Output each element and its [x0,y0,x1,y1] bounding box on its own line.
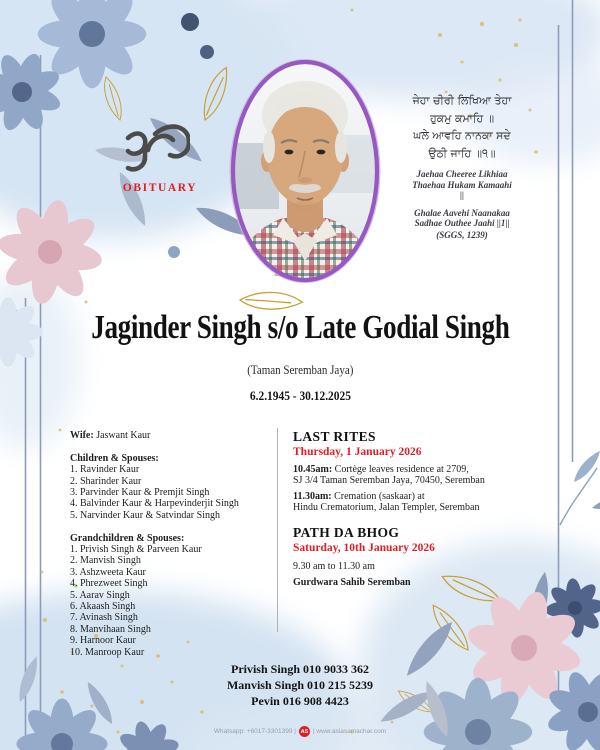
portrait-photo [227,55,383,287]
scripture-source: (SGGS, 1239) [436,229,488,240]
contact-line: Manvish Singh 010 215 5239 [226,678,374,692]
grandchildren-heading: Grandchildren & Spouses: [70,532,185,544]
list-item: 5. Aarav Singh [70,589,130,601]
family-column [70,430,272,658]
event-text: Hindu Crematorium, Jalan Templer, Seremban [293,502,480,514]
contact-line: Pevin 016 908 4423 [251,694,349,708]
event-text: Cremation (saskaar) at [334,491,425,503]
list-item: 4. Phrezweet Singh [70,578,148,590]
list-item: 3. Parvinder Kaur & Premjit Singh [70,487,210,499]
footer-whatsapp: Whatsapp: +6017-3301399 | [213,728,296,735]
asia-samachar-logo: AS [299,726,310,737]
contact-line: Privish Singh 010 9033 362 [230,662,370,676]
life-dates: 6.2.1945 - 30.12.2025 [249,388,351,403]
last-rites-date: Thursday, 1 January 2026 [293,446,422,459]
deceased-name: Jaginder Singh s/o Late Godial Singh [90,309,510,346]
rites-column [293,431,545,588]
gurmukhi-line: ਘਲੇ ਆਵਹਿ ਨਾਨਕਾ ਸਦੇ [413,129,511,142]
grandchildren-list [70,544,272,658]
list-item: 2. Sharinder Kaur [70,475,142,487]
scripture-block [388,92,536,240]
list-item: 8. Manvihaan Singh [70,623,151,635]
last-rites-heading: LAST RITES [293,429,376,444]
cortege-event [293,464,545,487]
scripture-transliteration-2: Ghalae Aavehi Naanakaa Sadhae Outhee Jaahi ||1|| [414,207,510,228]
list-item: 1. Ravinder Kaur [70,464,140,476]
footer-website: | www.asiasamachar.com [312,728,387,735]
deceased-residence: (Taman Seremban Jaya) [246,363,354,377]
publisher-footer [0,726,600,737]
event-text: SJ 3/4 Taman Seremban Jaya, 70450, Seremban [293,474,485,486]
list-item: 5. Narvinder Kaur & Satvindar Singh [70,509,220,521]
gurmukhi-line: ਉਠੀ ਜਾਹਿ ॥੧॥ [428,146,496,160]
path-da-bhog-heading: PATH DA BHOG [293,524,400,540]
list-item: 9. Harnoor Kaur [70,635,136,647]
list-item: 3. Ashzweeta Kaur [70,566,146,578]
children-list [70,464,272,521]
path-da-bhog-date: Saturday, 10th January 2026 [293,542,435,555]
wife-name: Jaswant Kaur [96,430,151,441]
list-item: 4. Balvinder Kaur & Harpevinderjit Singh [70,498,239,510]
event-text: Cortège leaves residence at 2709, [334,463,469,475]
list-item: 10. Manroop Kaur [70,646,145,658]
contact-block [0,661,600,709]
gurmukhi-line: ਜੇਹਾ ਚੀਰੀ ਲਿਖਿਆ ਤੇਹਾ [412,94,512,107]
event-time: 11.30am: [293,491,332,503]
wife-row [70,430,272,441]
list-item: 7. Avinash Singh [70,612,138,624]
list-item: 2. Manvish Singh [70,555,141,567]
path-da-bhog-venue: Gurdwara Sahib Seremban [293,576,411,588]
column-divider [277,428,278,632]
event-time: 10.45am: [293,463,333,475]
wife-label: Wife: [70,430,94,441]
children-heading: Children & Spouses: [70,452,159,464]
scripture-transliteration-1: Jaehaa Cheeree Likhiaa Thaehaa Hukam Kamaahi || [412,169,512,200]
gurmukhi-line: ਹੁਕਮੁ ਕਮਾਹਿ ॥ [429,111,495,125]
scripture-gurmukhi [388,92,536,162]
cremation-event [293,491,545,514]
list-item: 6. Akaash Singh [70,601,136,613]
ik-onkar-icon [110,122,190,189]
path-da-bhog-time: 9.30 am to 11.30 am [293,561,375,573]
obituary-label: OBITUARY [122,182,198,194]
list-item: 1. Privish Singh & Parveen Kaur [70,544,202,556]
